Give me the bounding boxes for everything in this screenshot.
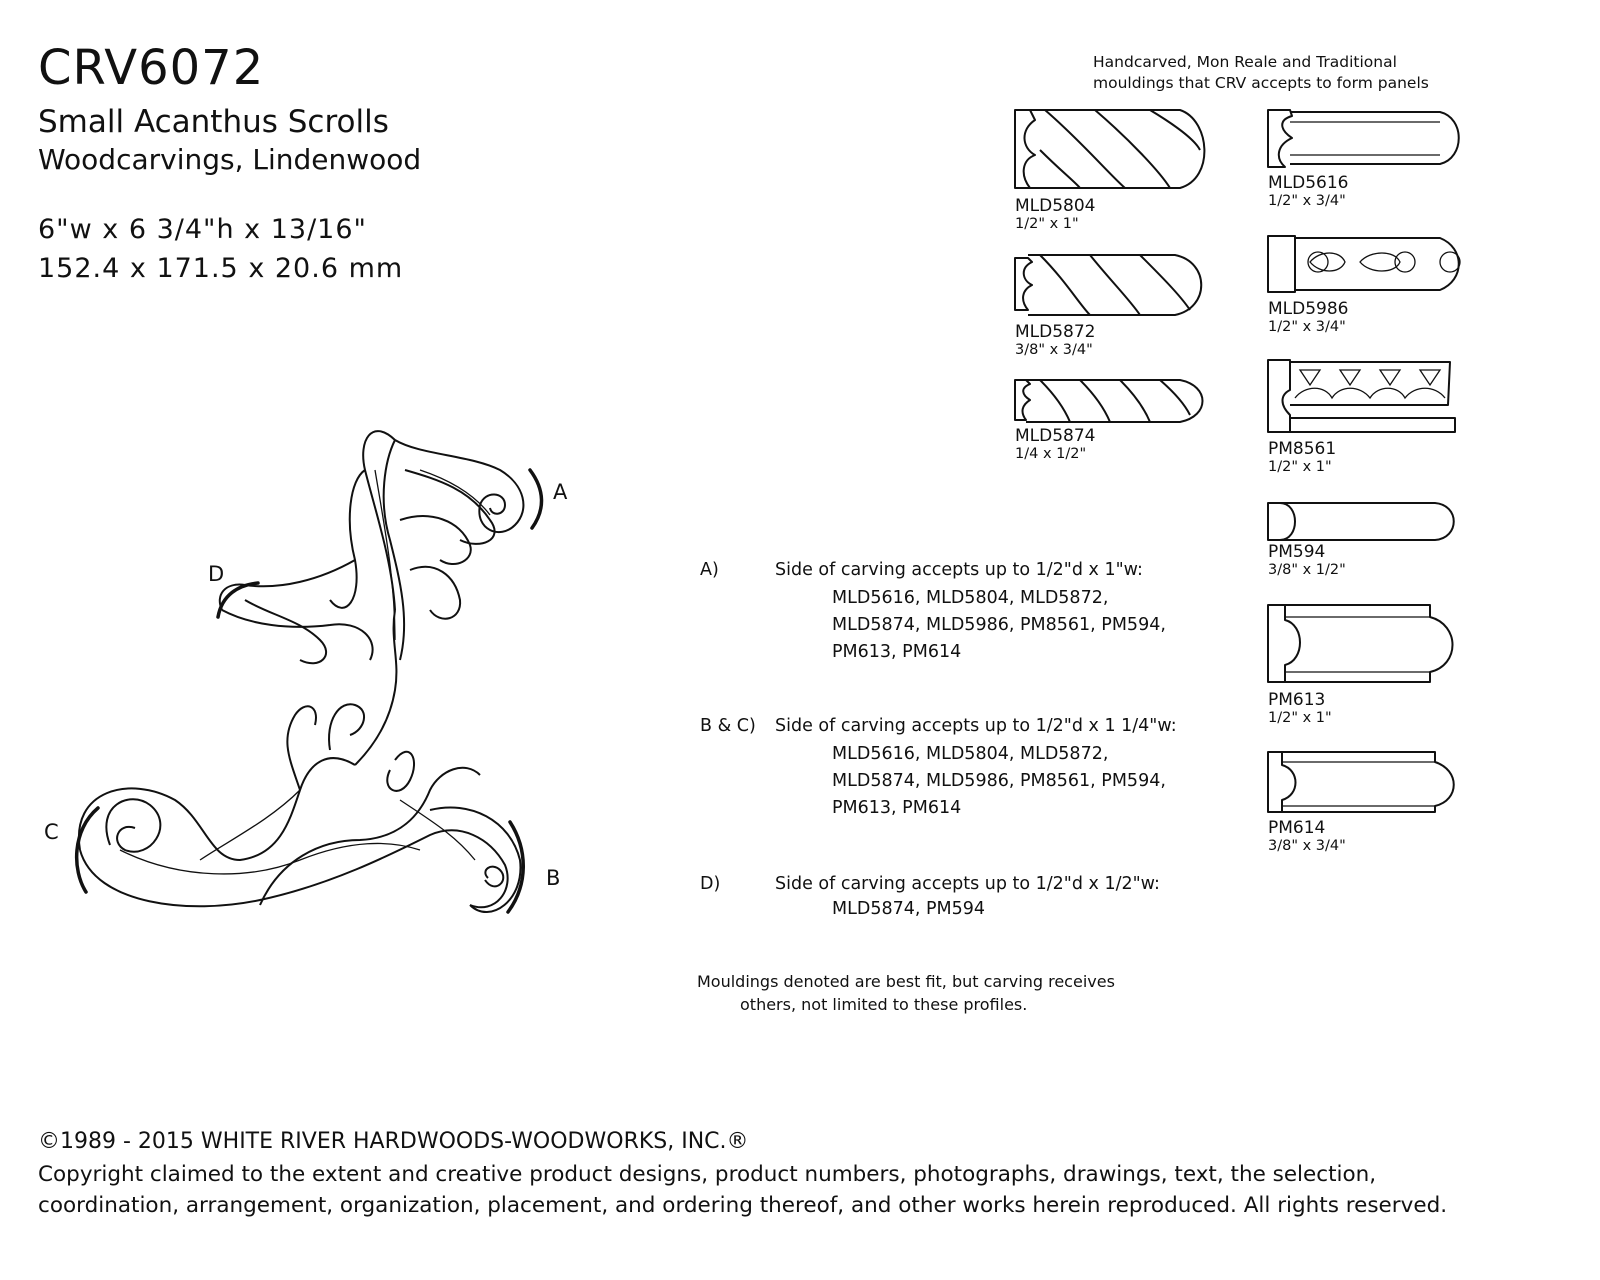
product-name: Small Acanthus Scrolls	[38, 104, 389, 140]
notes-line2: others, not limited to these profiles.	[740, 995, 1028, 1014]
moulding-code: MLD5986	[1268, 299, 1349, 319]
fit-notes	[697, 970, 1115, 1016]
moulding-size: 3/8" x 3/4"	[1268, 838, 1346, 854]
copyright-line: ©1989 - 2015 WHITE RIVER HARDWOODS-WOODWORKS, INC.®	[38, 1129, 749, 1154]
mld5986-profile	[1268, 236, 1460, 292]
moulding-caption	[1268, 173, 1349, 209]
moulding-caption	[1268, 690, 1332, 726]
spec-key-d: D)	[700, 874, 721, 894]
spec-line: MLD5874, MLD5986, PM8561, PM594,	[832, 615, 1166, 635]
moulding-caption	[1268, 299, 1349, 335]
moulding-caption	[1015, 322, 1096, 358]
moulding-caption	[1268, 439, 1336, 475]
spec-line: PM613, PM614	[832, 642, 962, 662]
pm594-profile	[1268, 503, 1454, 540]
moulding-size: 1/2" x 1"	[1015, 216, 1079, 232]
dimensions-metric: 152.4 x 171.5 x 20.6 mm	[38, 253, 404, 284]
moulding-size: 3/8" x 3/4"	[1015, 342, 1093, 358]
mouldings-header-line2: mouldings that CRV accepts to form panels	[1093, 74, 1429, 92]
side-c-label: C	[44, 820, 59, 844]
moulding-code: PM594	[1268, 542, 1326, 562]
product-sku: CRV6072	[38, 40, 265, 96]
moulding-caption	[1015, 426, 1096, 462]
mld5874-profile	[1015, 380, 1203, 422]
moulding-size: 1/4 x 1/2"	[1015, 446, 1087, 462]
mld5616-profile	[1268, 110, 1459, 167]
dimensions-imperial: 6"w x 6 3/4"h x 13/16"	[38, 214, 367, 245]
moulding-caption	[1268, 542, 1346, 578]
side-d-label: D	[208, 562, 225, 586]
spec-key-bc: B & C)	[700, 716, 756, 736]
moulding-code: PM614	[1268, 818, 1326, 838]
pm614-profile	[1268, 752, 1454, 812]
spec-desc-bc: Side of carving accepts up to 1/2"d x 1 1/4"w:	[775, 716, 1177, 736]
moulding-size: 1/2" x 3/4"	[1268, 319, 1346, 335]
moulding-caption	[1015, 196, 1096, 232]
mld5804-profile	[1015, 110, 1204, 188]
product-material: Woodcarvings, Lindenwood	[38, 143, 422, 176]
spec-list-a	[832, 585, 1166, 666]
spec-key-a: A)	[700, 560, 719, 580]
spec-desc-a: Side of carving accepts up to 1/2"d x 1"w:	[775, 560, 1143, 580]
spec-line: MLD5616, MLD5804, MLD5872,	[832, 744, 1109, 764]
moulding-code: MLD5804	[1015, 196, 1096, 216]
side-b-label: B	[546, 866, 561, 890]
spec-line: PM613, PM614	[832, 798, 962, 818]
spec-line: MLD5874, PM594	[832, 899, 986, 919]
moulding-code: MLD5616	[1268, 173, 1349, 193]
copyright-claim-1: Copyright claimed to the extent and creative product designs, product numbers, photographs, drawings, text, the selection,	[38, 1162, 1377, 1187]
moulding-size: 1/2" x 1"	[1268, 459, 1332, 475]
moulding-caption	[1268, 818, 1346, 854]
spec-list-bc	[832, 741, 1166, 822]
moulding-code: MLD5872	[1015, 322, 1096, 342]
spec-line: MLD5616, MLD5804, MLD5872,	[832, 588, 1109, 608]
side-a-label: A	[553, 480, 568, 504]
moulding-code: MLD5874	[1015, 426, 1096, 446]
spec-line: MLD5874, MLD5986, PM8561, PM594,	[832, 771, 1166, 791]
notes-line1: Mouldings denoted are best fit, but carving receives	[697, 972, 1115, 991]
moulding-size: 3/8" x 1/2"	[1268, 562, 1346, 578]
spec-desc-d: Side of carving accepts up to 1/2"d x 1/2"w:	[775, 874, 1160, 894]
pm613-profile	[1268, 605, 1453, 682]
copyright-claim-2: coordination, arrangement, organization, placement, and ordering thereof, and other works herein reproduced. All rights reserved.	[38, 1193, 1448, 1218]
pm8561-profile	[1268, 360, 1455, 432]
spec-list-d	[832, 899, 985, 919]
moulding-code: PM8561	[1268, 439, 1337, 459]
moulding-size: 1/2" x 3/4"	[1268, 193, 1346, 209]
mouldings-header-line1: Handcarved, Mon Reale and Traditional	[1093, 53, 1397, 71]
moulding-code: PM613	[1268, 690, 1326, 710]
mld5872-profile	[1015, 255, 1201, 315]
moulding-size: 1/2" x 1"	[1268, 710, 1332, 726]
